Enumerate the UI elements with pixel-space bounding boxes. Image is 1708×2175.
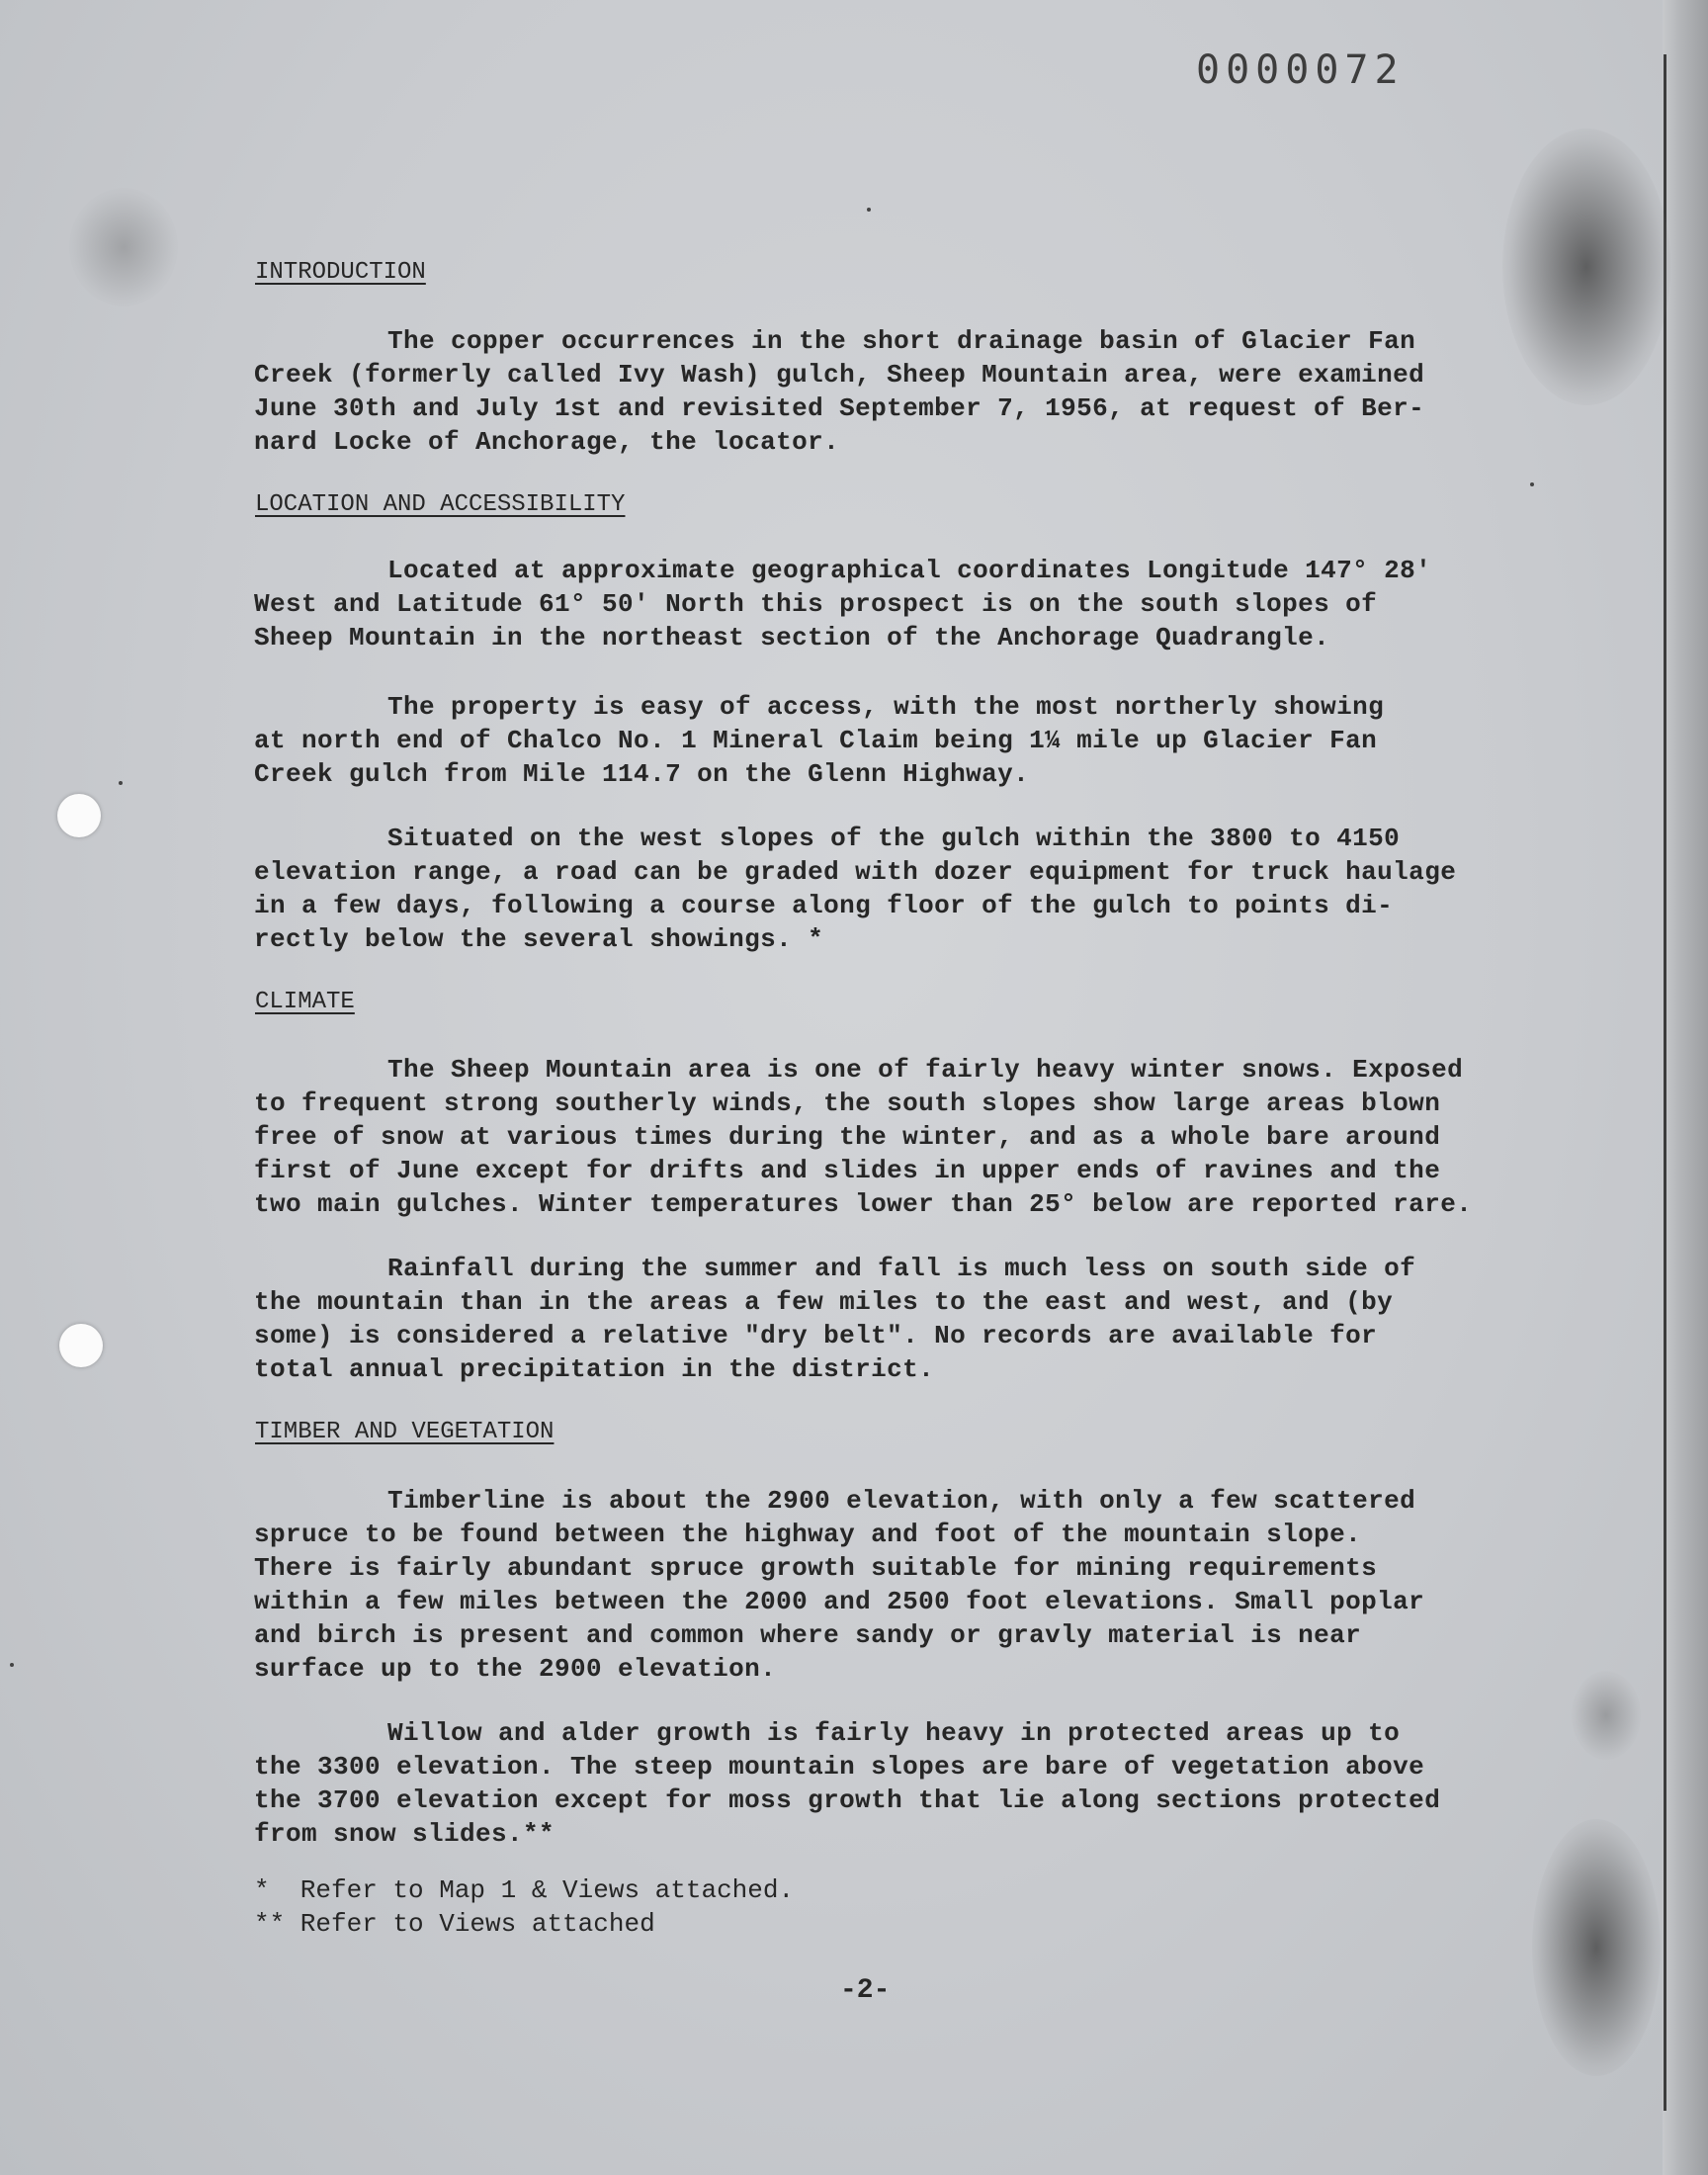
document-number: 0000072 xyxy=(1196,47,1405,93)
paragraph-line: some) is considered a relative "dry belt". No records are available for xyxy=(254,1321,1378,1350)
paragraph-line: the mountain than in the areas a few miles to the east and west, and (by xyxy=(254,1287,1394,1317)
section-heading-location: LOCATION AND ACCESSIBILITY xyxy=(255,491,626,518)
paragraph-line: spruce to be found between the highway and foot of the mountain slope. xyxy=(254,1520,1362,1549)
paragraph-line: the 3300 elevation. The steep mountain slopes are bare of vegetation above xyxy=(254,1752,1425,1782)
paragraph-line: elevation range, a road can be graded with dozer equipment for truck haulage xyxy=(254,857,1457,887)
toner-smudge xyxy=(1502,129,1670,405)
paragraph-line: Willow and alder growth is fairly heavy in protected areas up to xyxy=(387,1718,1401,1748)
paragraph-line: Sheep Mountain in the northeast section of the Anchorage Quadrangle. xyxy=(254,623,1330,652)
paragraph-line: surface up to the 2900 elevation. xyxy=(254,1654,777,1684)
paragraph-line: rectly below the several showings. * xyxy=(254,924,824,954)
paragraph-line: in a few days, following a course along floor of the gulch to points di- xyxy=(254,891,1394,920)
paragraph-line: and birch is present and common where sandy or gravly material is near xyxy=(254,1620,1362,1650)
page-number: -2- xyxy=(840,1975,891,2006)
section-heading-climate: CLIMATE xyxy=(255,989,355,1015)
paragraph-line: June 30th and July 1st and revisited September 7, 1956, at request of Ber- xyxy=(254,393,1425,423)
page-edge-shadow xyxy=(1663,0,1708,2175)
paragraph-line: at north end of Chalco No. 1 Mineral Claim being 1¼ mile up Glacier Fan xyxy=(254,726,1378,755)
section-heading-introduction: INTRODUCTION xyxy=(255,259,426,286)
dust-speck xyxy=(10,1663,14,1667)
paragraph-line: The copper occurrences in the short drainage basin of Glacier Fan xyxy=(387,326,1416,356)
paragraph-line: to frequent strong southerly winds, the south slopes show large areas blown xyxy=(254,1088,1441,1118)
dust-speck xyxy=(1530,482,1534,486)
paragraph-line: West and Latitude 61° 50' North this prospect is on the south slopes of xyxy=(254,589,1378,619)
paragraph-line: There is fairly abundant spruce growth suitable for mining requirements xyxy=(254,1553,1378,1583)
paragraph-line: The Sheep Mountain area is one of fairly heavy winter snows. Exposed xyxy=(387,1055,1464,1085)
paragraph-line: Timberline is about the 2900 elevation, with only a few scattered xyxy=(387,1486,1416,1516)
toner-smudge xyxy=(1572,1671,1641,1760)
punch-hole xyxy=(59,1324,103,1367)
paragraph-line: Creek gulch from Mile 114.7 on the Glenn Highway. xyxy=(254,759,1030,789)
paragraph-line: within a few miles between the 2000 and 2500 foot elevations. Small poplar xyxy=(254,1587,1425,1616)
section-heading-timber: TIMBER AND VEGETATION xyxy=(255,1419,555,1445)
paragraph-line: the 3700 elevation except for moss growth that lie along sections protected xyxy=(254,1785,1441,1815)
dust-speck xyxy=(867,208,871,212)
page-edge-line xyxy=(1664,54,1666,2111)
paragraph-line: first of June except for drifts and slides in upper ends of ravines and the xyxy=(254,1156,1441,1185)
paragraph-line: nard Locke of Anchorage, the locator. xyxy=(254,427,840,457)
footnote: * Refer to Map 1 & Views attached. xyxy=(254,1875,795,1905)
paragraph-line: from snow slides.** xyxy=(254,1819,555,1849)
paragraph-line: free of snow at various times during the winter, and as a whole bare around xyxy=(254,1122,1441,1152)
toner-smudge xyxy=(1532,1819,1661,2076)
paragraph-line: Situated on the west slopes of the gulch within the 3800 to 4150 xyxy=(387,824,1401,853)
punch-hole xyxy=(57,794,101,837)
paragraph-line: total annual precipitation in the district. xyxy=(254,1354,935,1384)
paragraph-line: Located at approximate geographical coordinates Longitude 147° 28' xyxy=(387,556,1432,585)
paragraph-line: two main gulches. Winter temperatures lower than 25° below are reported rare. xyxy=(254,1189,1473,1219)
dust-speck xyxy=(119,781,123,785)
toner-smudge xyxy=(69,188,178,306)
footnote: ** Refer to Views attached xyxy=(254,1909,655,1939)
paragraph-line: Creek (formerly called Ivy Wash) gulch, Sheep Mountain area, were examined xyxy=(254,360,1425,390)
paragraph-line: Rainfall during the summer and fall is much less on south side of xyxy=(387,1254,1416,1283)
paragraph-line: The property is easy of access, with the most northerly showing xyxy=(387,692,1385,722)
